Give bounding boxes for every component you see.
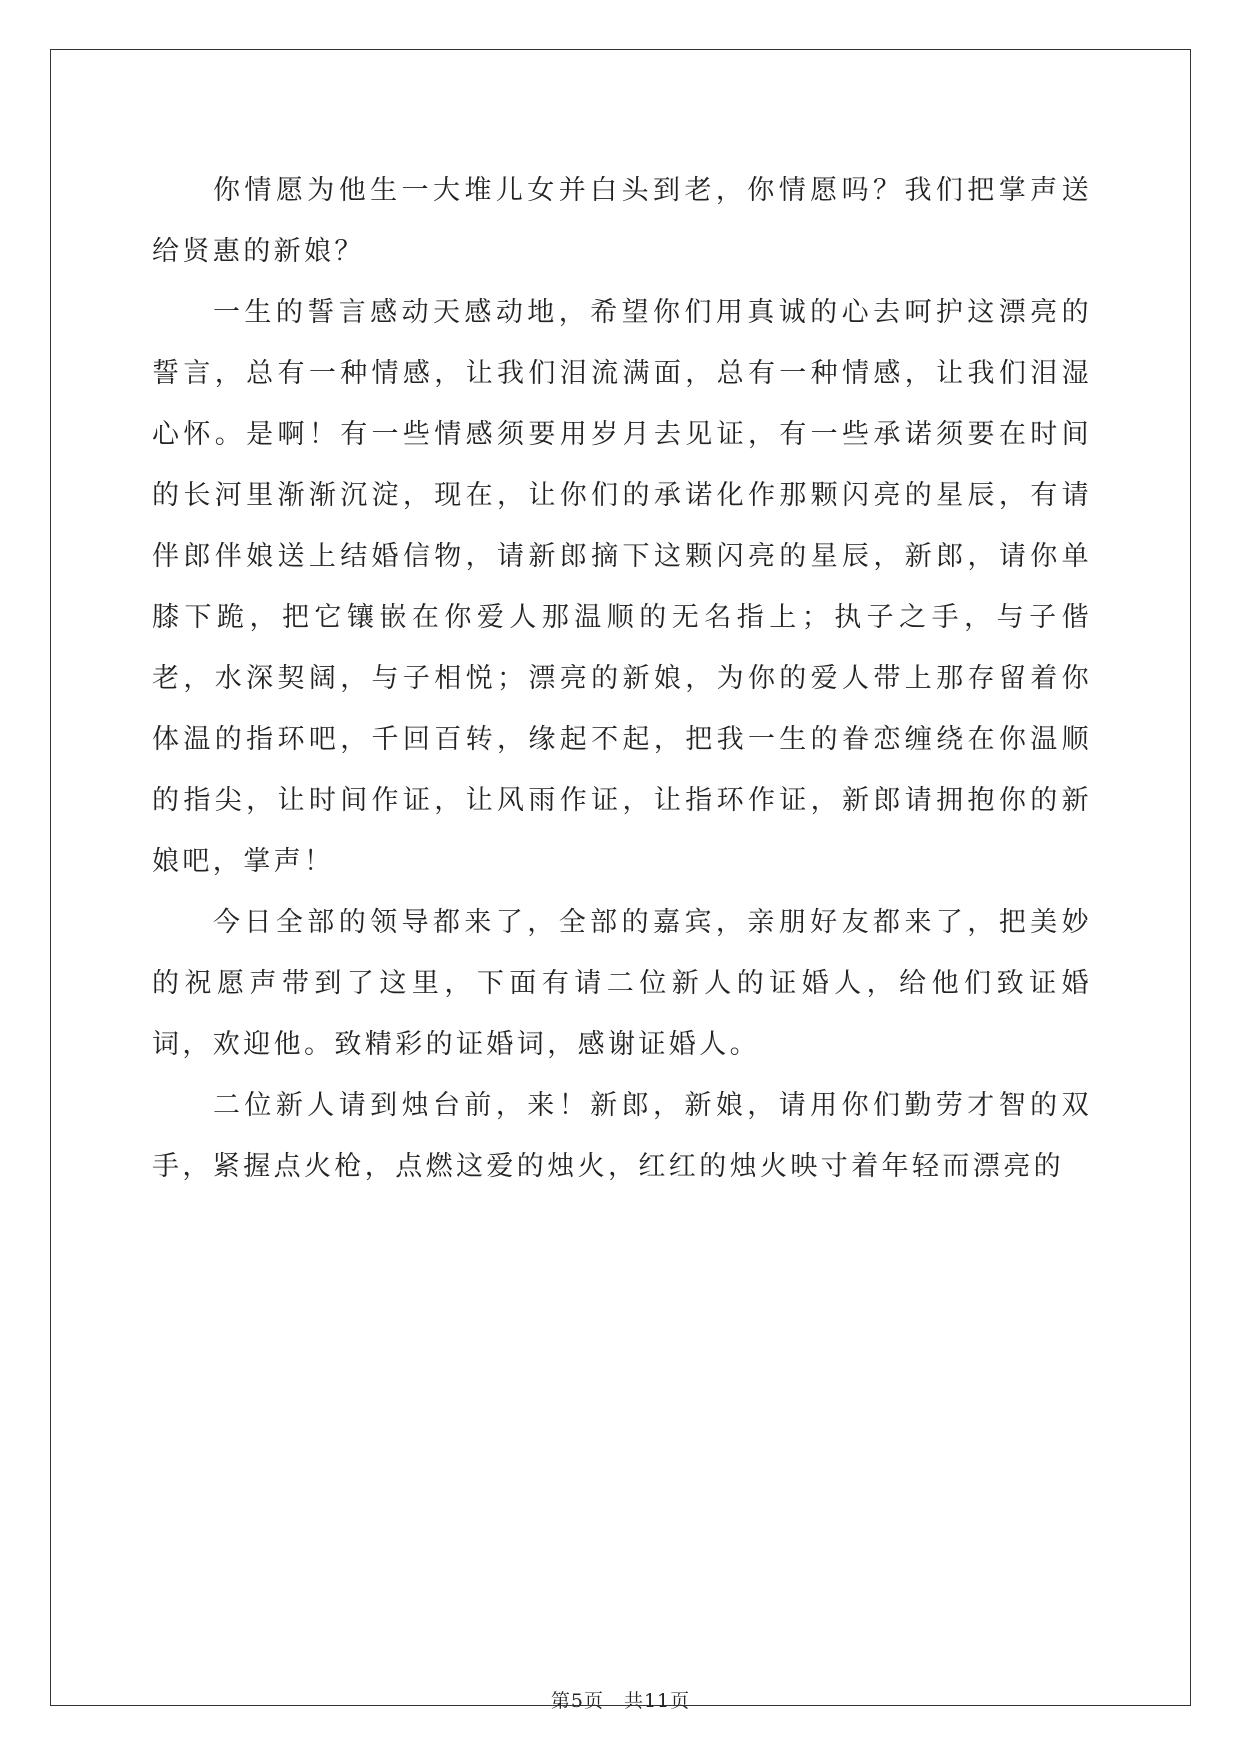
page-number-label: 第5页 共11页 (550, 1690, 691, 1712)
paragraph-2: 一生的誓言感动天感动地，希望你们用真诚的心去呵护这漂亮的誓言，总有一种情感，让我们泪流满面，总有一种情感，让我们泪湿心怀。是啊！有一些情感须要用岁月去见证，有一些承诺须要在时间的长河里渐渐沉淀，现在，让你们的承诺化作那颗闪亮的星辰，有请伴郎伴娘送上结婚信物，请新郎摘下这颗闪亮的星辰，新郎，请你单膝下跪，把它镶嵌在你爱人那温顺的无名指上；执子之手，与子偕老，水深契阔，与子相悦；漂亮的新娘，为你的爱人带上那存留着你体温的指环吧，千回百转，缘起不起，把我一生的眷恋缠绕在你温顺的指尖，让时间作证，让风雨作证，让指环作证，新郎请拥抱你的新娘吧，掌声！ (152, 297, 1092, 877)
page-footer (0, 1686, 1241, 1713)
paragraph-4: 二位新人请到烛台前，来！新郎，新娘，请用你们勤劳才智的双手，紧握点火枪，点燃这爱的烛火，红红的烛火映寸着年轻而漂亮的 (152, 1090, 1092, 1182)
document-body (152, 160, 1092, 1197)
paragraph-3: 今日全部的领导都来了，全部的嘉宾，亲朋好友都来了，把美妙的祝愿声带到了这里，下面有请二位新人的证婚人，给他们致证婚词，欢迎他。致精彩的证婚词，感谢证婚人。 (152, 907, 1092, 1060)
paragraph-1: 你情愿为他生一大堆儿女并白头到老，你情愿吗？我们把掌声送给贤惠的新娘？ (152, 175, 1092, 267)
